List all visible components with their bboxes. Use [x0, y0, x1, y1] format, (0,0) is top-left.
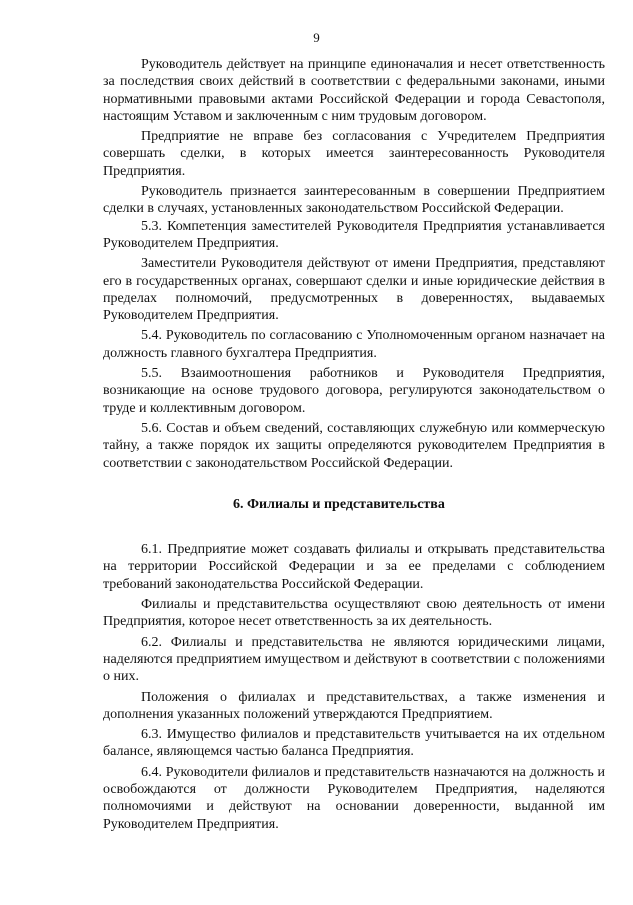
paragraph: Положения о филиалах и представительствах, а также изменения и дополнения указанных положений утверждаются Предприятием.: [103, 689, 605, 722]
paragraph: 6.2. Филиалы и представительства не являются юридическими лицами, наделяются предприятием имуществом и действуют в соответствии с положениями о них.: [103, 634, 605, 685]
paragraph: 6.1. Предприятие может создавать филиалы и открывать представительства на территории Российской Федерации и за ее пределами с соблюдением требований законодательства Российской Федерации.: [103, 542, 605, 592]
paragraph: 5.6. Состав и объем сведений, составляющих служебную или коммерческую тайну, а также порядок их защиты определяются руководителем Предприятия в соответствии с законодательством Российской Федерации.: [103, 420, 605, 471]
section-heading: 6. Филиалы и представительства: [233, 496, 445, 512]
paragraph: Руководитель признается заинтересованным в совершении Предприятием сделки в случаях, установленных законодательством Российской Федерации.: [103, 184, 605, 217]
page-number: 9: [313, 30, 320, 45]
paragraph: 5.4. Руководитель по согласованию с Уполномоченным органом назначает на должность главного бухгалтера Предприятия.: [103, 328, 605, 361]
paragraph: Руководитель действует на принципе единоначалия и несет ответственность за последствия своих действий в соответствии с федеральными законами, иными нормативными правовыми актами Российской Федерации и города Севастополя, настоящим Уставом и заключенным с ним трудовым договором.: [103, 57, 605, 124]
paragraph: Филиалы и представительства осуществляют свою деятельность от имени Предприятия, которое несет ответственность за их деятельность.: [103, 597, 605, 630]
paragraph: 6.4. Руководители филиалов и представительств назначаются на должность и освобождаются от должности Руководителем Предприятия, наделяются полномочиями и действуют на основании доверенности, выданной им Руководителем Предприятия.: [103, 764, 605, 832]
paragraph: 5.3. Компетенция заместителей Руководителя Предприятия устанавливается Руководителем Предприятия.: [103, 218, 605, 251]
document-body: [103, 56, 605, 833]
paragraph: 5.5. Взаимоотношения работников и Руководителя Предприятия, возникающие на основе трудового договора, регулируются законодательством о труде и коллективным договором.: [103, 366, 605, 416]
paragraph: Заместители Руководителя действуют от имени Предприятия, представляют его в государственных органах, совершают сделки и иные юридические действия в пределах полномочий, предусмотренных в доверенностях, выдаваемых Руководителем Предприятия.: [103, 256, 605, 324]
paragraph: Предприятие не вправе без согласования с Учредителем Предприятия совершать сделки, в которых имеется заинтересованность Руководителя Предприятия.: [103, 129, 605, 179]
paragraph: 6.3. Имущество филиалов и представительств учитывается на их отдельном балансе, являющемся частью баланса Предприятия.: [103, 727, 605, 760]
